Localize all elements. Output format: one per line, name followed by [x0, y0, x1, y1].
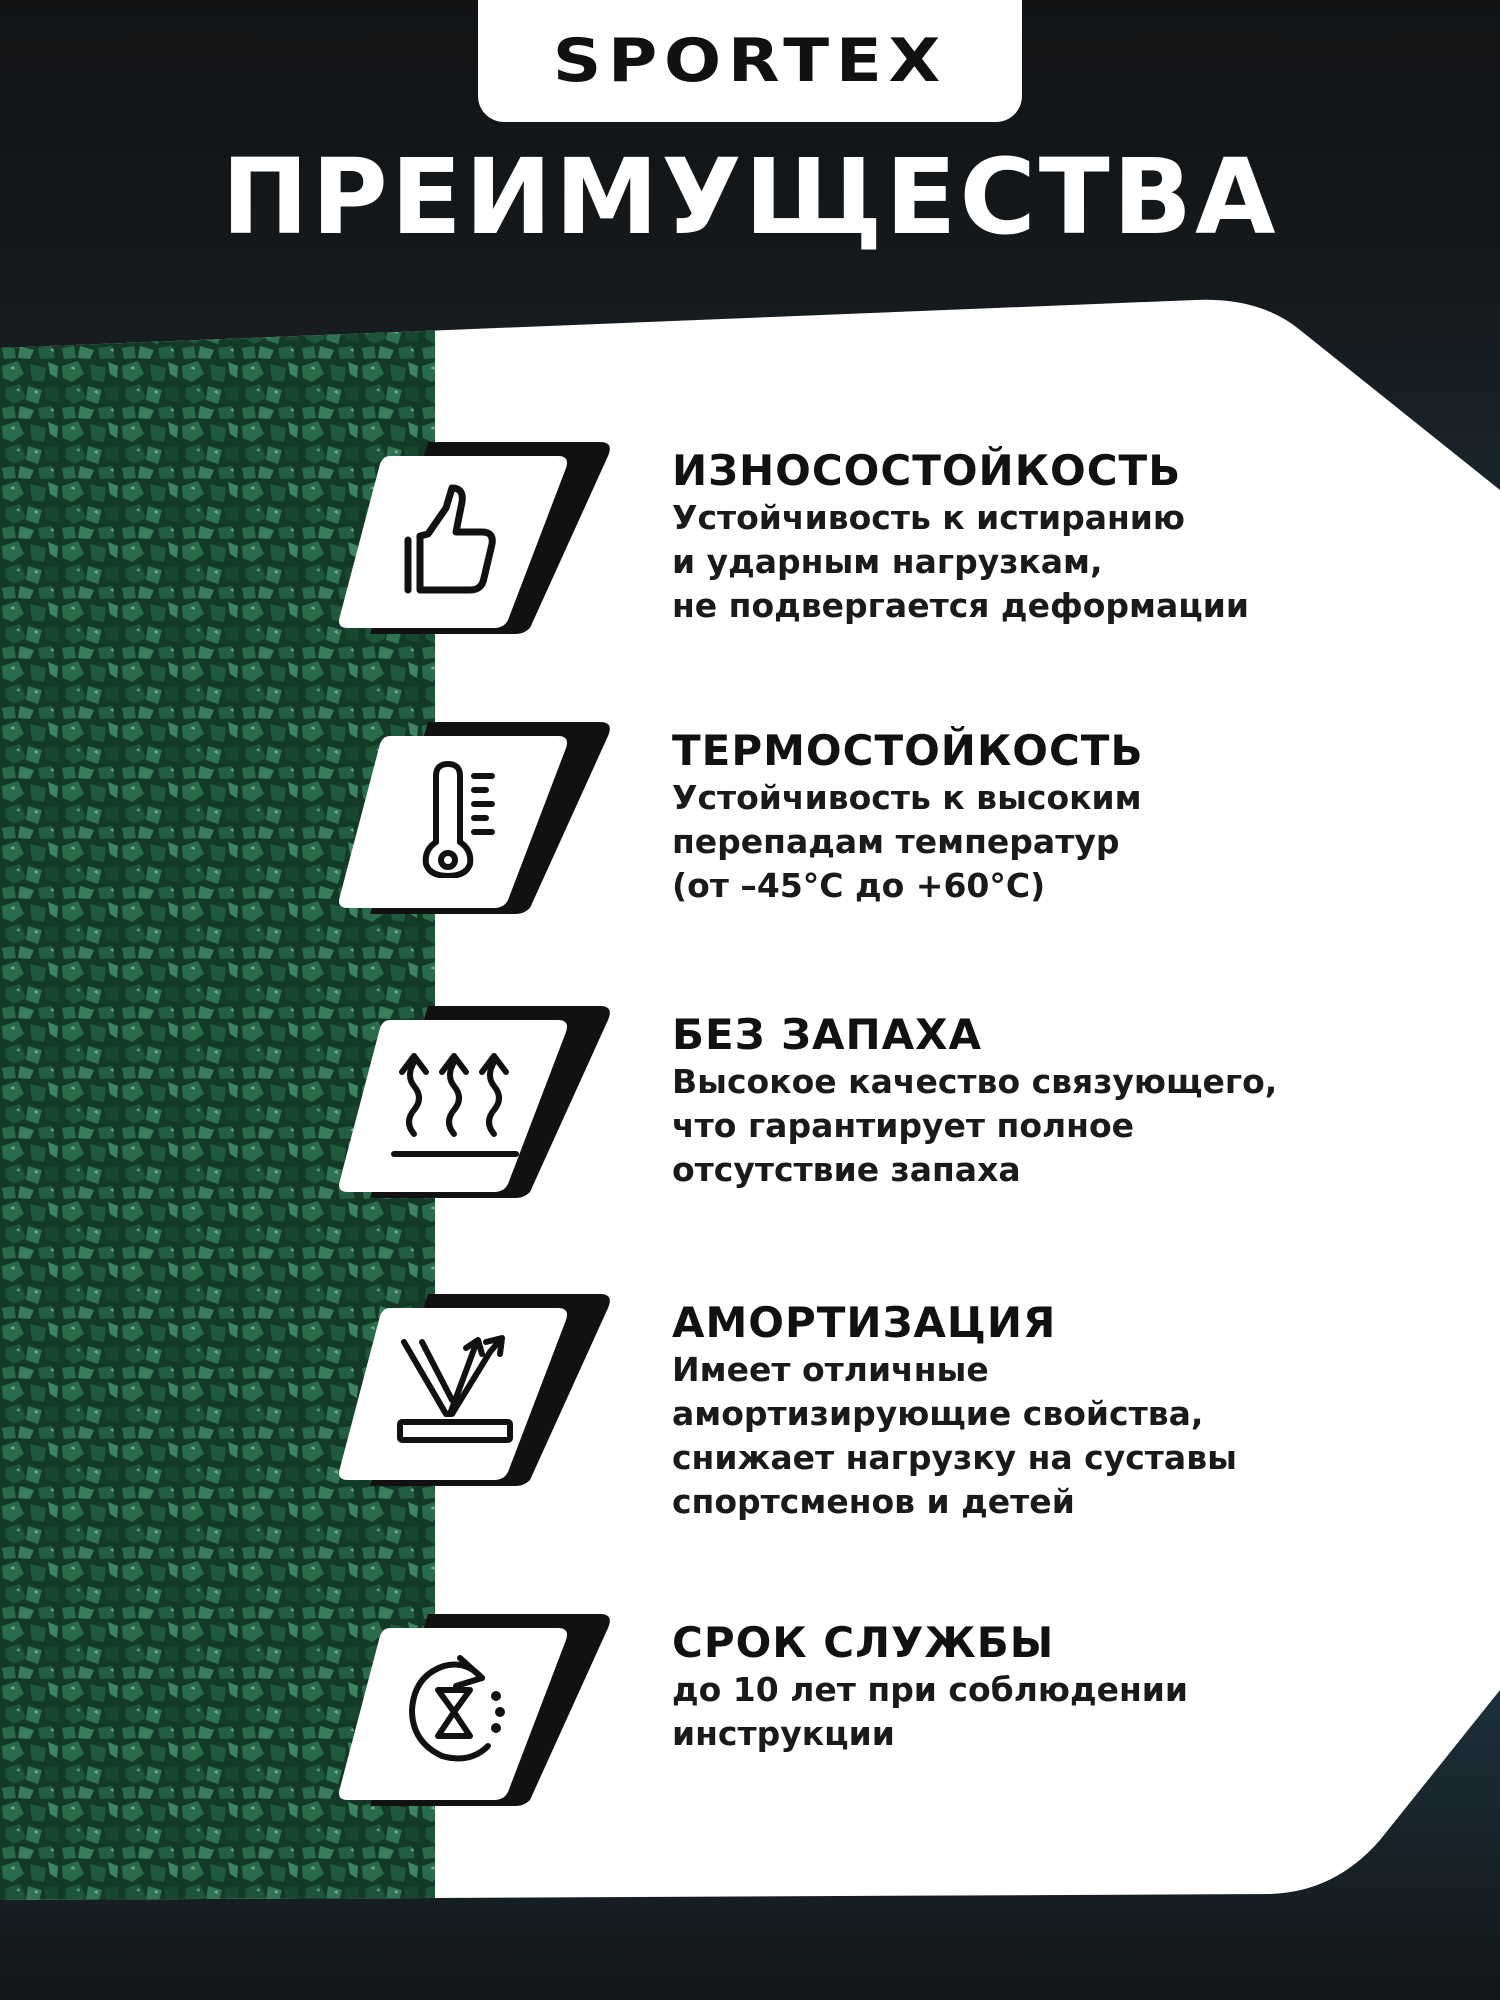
feature-item — [330, 438, 1500, 638]
feature-text-line: Устойчивость к высоким — [672, 778, 1142, 817]
feature-text-line: что гарантирует полное — [672, 1106, 1135, 1145]
feature-item — [330, 1610, 1500, 1810]
page-title: ПРЕИМУЩЕСТВА — [221, 136, 1279, 258]
feature-text-line: перепадам температур — [672, 822, 1120, 861]
feature-text-line: амортизирующие свойства, — [672, 1394, 1204, 1433]
feature-text-line: инструкции — [672, 1714, 895, 1753]
thumbs-up-icon — [390, 478, 520, 598]
odorless-icon — [390, 1042, 520, 1162]
feature-item — [330, 718, 1500, 918]
lifetime-hourglass-icon — [390, 1650, 520, 1770]
feature-text-line: до 10 лет при соблюдении — [672, 1670, 1189, 1709]
feature-text-line: Высокое качество связующего, — [672, 1062, 1278, 1101]
feature-text-line: Имеет отличные — [672, 1350, 989, 1389]
cushioning-icon — [390, 1330, 520, 1450]
feature-text-line: спортсменов и детей — [672, 1482, 1075, 1521]
feature-text-line: и ударным нагрузкам, — [672, 542, 1103, 581]
feature-title: ИЗНОСОСТОЙКОСТЬ — [672, 446, 1182, 495]
feature-text-line: отсутствие запаха — [672, 1150, 1021, 1189]
feature-title: БЕЗ ЗАПАХА — [672, 1010, 983, 1059]
feature-item — [330, 1290, 1500, 1521]
icon-badge — [330, 438, 610, 638]
icon-badge — [330, 718, 610, 918]
brand-logo: SPORTEX — [552, 26, 948, 96]
feature-text-line: снижает нагрузку на суставы — [672, 1438, 1237, 1477]
feature-title: ТЕРМОСТОЙКОСТЬ — [672, 726, 1144, 775]
feature-title: СРОК СЛУЖБЫ — [672, 1618, 1055, 1667]
feature-title: АМОРТИЗАЦИЯ — [672, 1298, 1057, 1347]
feature-text-line: (от –45°C до +60°C) — [672, 866, 1046, 905]
thermometer-icon — [390, 758, 520, 878]
icon-badge — [330, 1002, 610, 1202]
feature-text-line: Устойчивость к истиранию — [672, 498, 1186, 537]
icon-badge — [330, 1290, 610, 1490]
icon-badge — [330, 1610, 610, 1810]
feature-item — [330, 1002, 1500, 1202]
feature-text-line: не подвергается деформации — [672, 586, 1249, 625]
